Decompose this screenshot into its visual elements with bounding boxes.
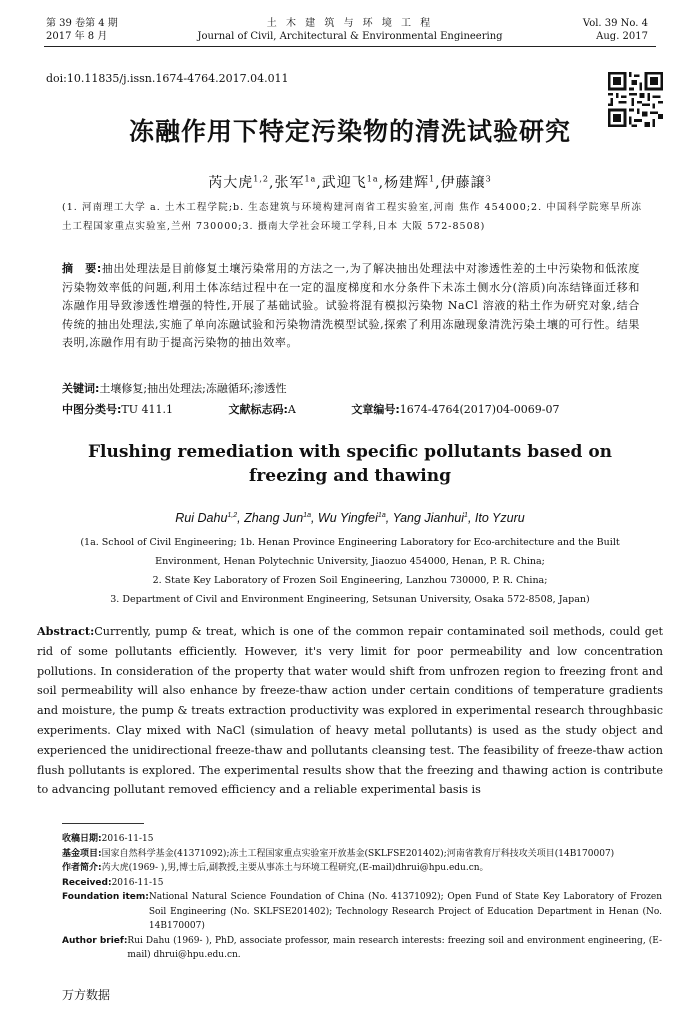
author-cn: 武迎飞$^{1a}$ [321, 174, 379, 191]
footnote-received-cn: 收稿日期: 2016-11-15 [62, 834, 154, 844]
keywords-cn-text: 土壤修复;抽出处理法;冻融循环;渗透性 [99, 382, 287, 395]
header-divider [44, 46, 656, 47]
abstract-cn-label: 摘 要: [62, 262, 102, 275]
classification-line [62, 401, 612, 417]
author-cn: 伊藤譲$^3$ [440, 174, 492, 191]
affiliation-en-line: 2. State Key Laboratory of Frozen Soil Engineering, Lanzhou 730000, P. R. China; [152, 575, 548, 586]
header-journal [140, 17, 560, 43]
footnotes [62, 832, 662, 963]
header-date-cn: 2017 年 8 月 [46, 31, 108, 42]
title-cn: 冻融作用下特定污染物的清洗试验研究 [128, 117, 571, 146]
author-en: Ito Yzuru [474, 511, 525, 525]
article-no-label: 文章编号: [351, 403, 400, 416]
clc-value: TU 411.1 [121, 403, 174, 416]
header-volume-cn: 第 39 卷第 4 期 [46, 18, 118, 29]
header-volume-en [583, 17, 648, 43]
header-vol-no: Vol. 39 No. 4 [582, 18, 648, 29]
author-en: Rui Dahu$^{1,2}$ [175, 511, 238, 525]
authors-cn: 芮大虎$^{1,2}$,张军$^{1a}$,武迎飞$^{1a}$,杨建辉$^1$,伊藤譲$^3$ [208, 174, 492, 191]
affiliation-en [60, 533, 640, 609]
footnote-author-cn: 作者简介: 芮大虎(1969- ),男,博士后,副教授,主要从事冻土与环境工程研究,(E-mail)dhrui@hpu.edu.cn。 [62, 863, 489, 873]
affiliation-cn: (1. 河南理工大学 a. 土木工程学院;b. 生态建筑与环境构建河南省工程实验室,河南 焦作 454000;2. 中国科学院寒旱所冻土工程国家重点实验室,兰州 730000;3. 摄南大学社会环境工学科,日本 大阪 572-8508) [62, 202, 642, 232]
header-issue [46, 17, 118, 43]
footnote-received-en: Received: 2016-11-15 [62, 877, 164, 888]
abstract-cn-text: 抽出处理法是目前修复土壤污染常用的方法之一,为了解决抽出处理法中对渗透性差的土中污染物和低浓度污染物效率低的问题,利用土体冻结过程中在一定的温度梯度和水分条件下未冻土侧水分(溶质)向冻结锋面迁移和冻融作用导致渗透性增强的特性,开展了基础试验。试验将混有模拟污染物 NaCl 溶液的粘土作为研究对象,结合传统的抽出处理法,实施了单向冻融试验和污染物清洗模型试验,探索了利用冻融现象清洗污染土壤的可行性。结果表明,冻融作用有助于提高污染物的抽出效率。 [62, 262, 640, 349]
article-no-value: 1674-4764(2017)04-0069-07 [399, 403, 560, 416]
author-cn: 芮大虎$^{1,2}$ [208, 174, 269, 191]
author-en: Wu Yingfei$^{1a}$ [317, 511, 386, 525]
affiliation-en-line: 3. Department of Civil and Environment Engineering, Setsunan University, Osaka 572-8508, Japan) [110, 594, 590, 605]
clc-label: 中图分类号: [62, 403, 122, 416]
abstract-en [37, 622, 663, 800]
keywords-cn [62, 380, 287, 396]
journal-name-cn: 土 木 建 筑 与 环 境 工 程 [266, 18, 434, 29]
header-month: Aug. 2017 [596, 31, 648, 42]
footnote-funding-en: Foundation item: National Natural Science Foundation of China (No. 41371092); Open Fund of State Key Laboratory of Frozen Soil Engineering (No. SKLFSE201402); Technology Research Project of Education Department in Henan (No. 14B170007) [62, 892, 662, 931]
author-en: Zhang Jun$^{1a}$ [244, 511, 311, 525]
abstract-cn [62, 260, 640, 353]
footnote-author-en: Author brief: Rui Dahu (1969- ), PhD, associate professor, main research interests: freezing soil and environment engineering, (E-mail) dhrui@hpu.edu.cn. [62, 935, 662, 960]
doc-code-label: 文献标志码: [228, 403, 288, 416]
abstract-en-text: Currently, pump & treat, which is one of the common repair contaminated soil methods, could get rid of some pollutants efficiently. However, it's very limit for poor permeability and low concentration pollutions. In consideration of the property that water would shift from unfrozen region to freezing front and soil permeability will also enhance by freeze-thaw action under certain conditions of temperature gradients and moisture, the pump & treats extraction productivity was explored in experimental research throughbasic experiments. Clay mixed with NaCl (simulation of heavy metal pollutants) is used as the study object and experienced the unidirectional freeze-thaw and pollutants cleansing test. The feasibility of freeze-thaw action flush pollutants is explored. The experimental results show that the freezing and thawing action is contribute to advancing pollutant removed efficiency and a reliable experimental basis is [37, 625, 663, 797]
journal-name-en: Journal of Civil, Architectural & Environmental Engineering [197, 31, 503, 42]
authors-en: Rui Dahu$^{1,2}$, Zhang Jun$^{1a}$, Wu Yingfei$^{1a}$, Yang Jianhui$^1$, Ito Yzuru [175, 511, 525, 525]
author-cn: 杨建辉$^1$ [384, 174, 436, 191]
author-en: Yang Jianhui$^1$ [392, 511, 468, 525]
doi: doi:10.11835/j.issn.1674-4764.2017.04.011 [46, 72, 289, 85]
abstract-en-label: Abstract: [37, 624, 95, 638]
keywords-cn-label: 关键词: [62, 382, 100, 395]
footnote-divider [62, 823, 144, 824]
affiliation-en-line: Environment, Henan Polytechnic University, Jiaozuo 454000, Henan, P. R. China; [155, 556, 545, 567]
watermark: 万方数据 [62, 988, 111, 1002]
affiliation-en-line: (1a. School of Civil Engineering; 1b. Henan Province Engineering Laboratory for Eco-architecture and the Built [80, 537, 620, 548]
doc-code-value: A [287, 403, 296, 416]
footnote-funding-cn: 基金项目: 国家自然科学基金(41371092);冻土工程国家重点实验室开放基金(SKLFSE201402);河南省教育厅科技攻关项目(14B170007) [62, 848, 615, 859]
author-cn: 张军$^{1a}$ [274, 174, 317, 191]
title-en: Flushing remediation with specific pollutants based on freezing and thawing [87, 442, 613, 486]
